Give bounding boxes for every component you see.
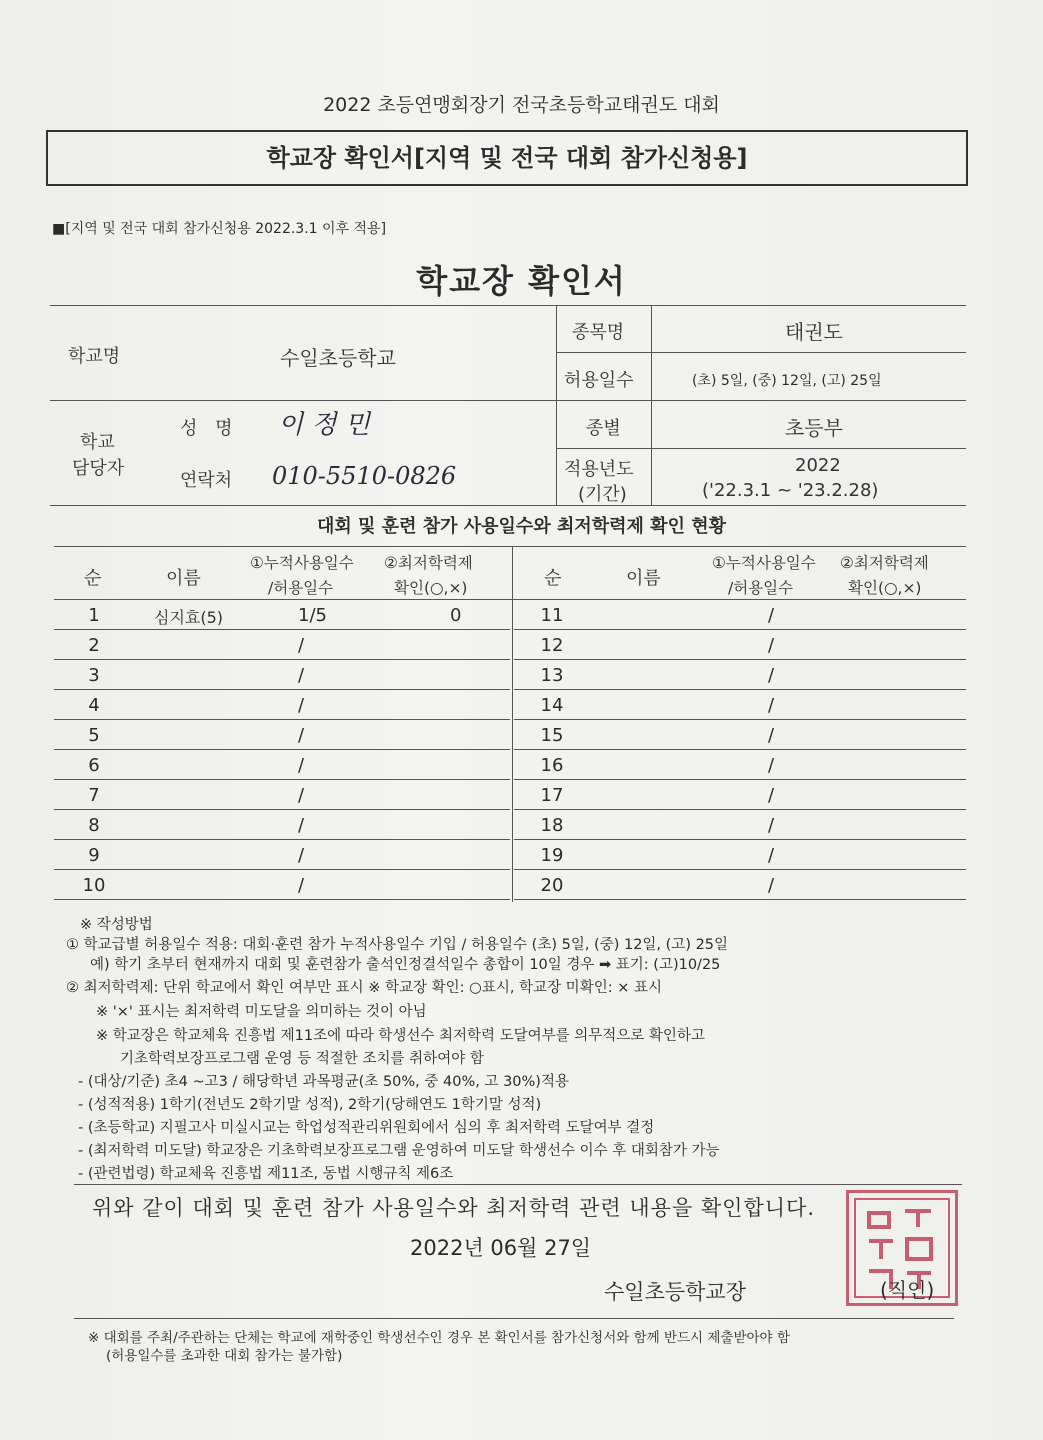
instruction-line: 예) 학기 초부터 현재까지 대회 및 훈련참가 출석인정결석일수 총합이 10일 경우 ➡ 표기: (고)10/25 [90, 957, 721, 973]
row-number: 11 [540, 605, 564, 626]
days-used: / [768, 635, 775, 656]
status-table-header-line [54, 599, 966, 600]
row-number: 9 [88, 845, 100, 866]
instruction-line: ※ '×' 표시는 최저학력 미도달을 의미하는 것이 아님 [96, 1004, 427, 1020]
sport-value: 태권도 [785, 320, 843, 344]
days-used: / [298, 815, 305, 836]
days-used: / [768, 665, 775, 686]
left-col-check-header-1: ②최저학력제 [384, 554, 473, 572]
row-number: 12 [540, 635, 564, 656]
principal-name: 수일초등학교장 [604, 1280, 747, 1304]
student-name: 심지효(5) [154, 608, 224, 627]
row-number: 5 [88, 725, 100, 746]
row-number: 8 [88, 815, 100, 836]
instruction-line: ① 학교급별 허용일수 적용: 대회·훈련 참가 누적사용일수 기입 / 허용일수 (초) 5일, (중) 12일, (고) 25일 [66, 937, 729, 953]
left-col-name-header: 이름 [166, 568, 201, 589]
days-used: / [298, 875, 305, 896]
info-table-divider [556, 305, 557, 505]
info-table-bottom-line [50, 505, 966, 506]
info-table-divider [651, 305, 652, 505]
info-table-line [50, 400, 966, 401]
days-used: / [298, 845, 305, 866]
instruction-line: - (대상/기준) 초4 ~고3 / 해당학년 과목평균(초 50%, 중 40%, 고 30%)적용 [78, 1074, 569, 1090]
division-value: 초등부 [785, 416, 843, 440]
division-label: 종별 [586, 418, 621, 439]
instruction-line: ② 최저학력제: 단위 학교에서 확인 여부만 표시 ※ 학교장 확인: ○표시, 학교장 미확인: × 표시 [66, 980, 662, 996]
instruction-line: - (최저학력 미도달) 학교장은 기초학력보장프로그램 운영하여 미도달 학생선수 이수 후 대회참가 가능 [78, 1143, 720, 1159]
right-col-name-header: 이름 [626, 568, 661, 589]
right-col-no-header: 순 [544, 568, 562, 589]
instructions-heading: ※ 작성방법 [80, 917, 153, 933]
table-row-line [54, 869, 510, 870]
form-title-box: 학교장 확인서[지역 및 전국 대회 참가신청용] [46, 130, 968, 186]
page-title: 학교장 확인서 [416, 262, 627, 300]
table-row-line [514, 629, 966, 630]
right-col-check-header-2: 확인(○,×) [848, 579, 922, 597]
row-number: 6 [88, 755, 100, 776]
table-row-line [514, 659, 966, 660]
row-number: 7 [88, 785, 100, 806]
row-number: 14 [540, 695, 564, 716]
days-used: / [298, 755, 305, 776]
row-number: 18 [540, 815, 564, 836]
contact-value: 010-5510-0826 [272, 462, 457, 490]
row-number: 17 [540, 785, 564, 806]
name-label: 성 명 [180, 418, 239, 439]
table-row-line [514, 899, 966, 900]
table-row-line [54, 689, 510, 690]
year-value-2: ('22.3.1 ~ '23.2.28) [702, 480, 879, 501]
status-section-title: 대회 및 훈련 참가 사용일수와 최저학력제 확인 현황 [316, 516, 726, 537]
info-table-line [556, 448, 966, 449]
days-used: 1/5 [298, 605, 327, 626]
info-table-top-line [50, 305, 966, 306]
days-used: / [298, 785, 305, 806]
sport-label: 종목명 [572, 322, 625, 343]
contact-label: 연락처 [180, 470, 233, 491]
footer-note-1: ※ 대회를 주최/주관하는 단체는 학교에 재학중인 학생선수인 경우 본 확인서를 참가신청서와 함께 반드시 제출받아야 함 [88, 1330, 790, 1346]
year-label-2: (기간) [578, 484, 627, 505]
manager-label-2: 담당자 [72, 458, 125, 479]
left-col-days-header-2: /허용일수 [268, 579, 334, 597]
instruction-line: 기초학력보장프로그램 운영 등 적절한 조치를 취하여야 함 [120, 1051, 484, 1067]
table-row-line [514, 869, 966, 870]
table-row-line [514, 749, 966, 750]
left-col-days-header-1: ①누적사용일수 [250, 554, 354, 572]
table-row-line [54, 719, 510, 720]
instruction-line: - (초등학교) 지필고사 미실시교는 학업성적관리위원회에서 심의 후 최저학력 도달여부 결정 [78, 1120, 655, 1136]
days-used: / [768, 845, 775, 866]
days-used: / [298, 695, 305, 716]
row-number: 13 [540, 665, 564, 686]
days-used: / [768, 815, 775, 836]
days-used: / [298, 725, 305, 746]
instruction-line: ※ 학교장은 학교체육 진흥법 제11조에 따라 학생선수 최저학력 도달여부를 의무적으로 확인하고 [96, 1028, 705, 1044]
table-row-line [54, 839, 510, 840]
row-number: 2 [88, 635, 100, 656]
applicability-note: ■[지역 및 전국 대회 참가신청용 2022.3.1 이후 적용] [52, 221, 387, 237]
days-used: / [768, 695, 775, 716]
row-number: 1 [88, 605, 100, 626]
instruction-line: - (성적적용) 1학기(전년도 2학기말 성적), 2학기(당해연도 1학기말 성적) [78, 1097, 542, 1113]
left-col-check-header-2: 확인(○,×) [394, 579, 468, 597]
table-row-line [514, 689, 966, 690]
left-col-no-header: 순 [84, 568, 102, 589]
status-table-top-line [54, 546, 966, 547]
table-row-line [54, 779, 510, 780]
days-used: / [768, 755, 775, 776]
year-label-1: 적용년도 [564, 459, 634, 480]
days-used: / [768, 875, 775, 896]
row-number: 16 [540, 755, 564, 776]
row-number: 10 [82, 875, 106, 896]
row-number: 3 [88, 665, 100, 686]
footer-note-2: (허용일수를 초과한 대회 참가는 불가함) [106, 1348, 343, 1364]
row-number: 20 [540, 875, 564, 896]
year-value-1: 2022 [795, 455, 841, 476]
academic-check: 0 [450, 605, 462, 626]
event-title: 2022 초등연맹회장기 전국초등학교태권도 대회 [323, 94, 720, 116]
school-value: 수일초등학교 [280, 346, 396, 370]
row-number: 15 [540, 725, 564, 746]
table-row-line [514, 809, 966, 810]
confirmation-statement: 위와 같이 대회 및 훈련 참가 사용일수와 최저학력 관련 내용을 확인합니다. [92, 1196, 816, 1220]
days-label: 허용일수 [564, 370, 634, 391]
seal-label: (직인) [880, 1278, 935, 1302]
row-number: 4 [88, 695, 100, 716]
manager-label-1: 학교 [80, 432, 115, 453]
days-used: / [768, 785, 775, 806]
table-row-line [514, 719, 966, 720]
days-used: / [768, 605, 775, 626]
table-row-line [54, 899, 510, 900]
instructions-divider [74, 1184, 962, 1185]
days-used: / [298, 665, 305, 686]
instruction-line: - (관련법령) 학교체육 진흥법 제11조, 동법 시행규칙 제6조 [78, 1166, 454, 1182]
right-col-check-header-1: ②최저학력제 [840, 554, 929, 572]
footer-divider [74, 1318, 954, 1319]
table-row-line [54, 809, 510, 810]
days-used: / [298, 635, 305, 656]
days-used: / [768, 725, 775, 746]
name-value: 이 정 민 [278, 410, 370, 440]
school-label: 학교명 [68, 346, 121, 367]
table-row-line [54, 629, 510, 630]
table-row-line [514, 839, 966, 840]
right-col-days-header-1: ①누적사용일수 [712, 554, 816, 572]
table-row-line [514, 779, 966, 780]
table-row-line [54, 659, 510, 660]
table-row-line [54, 749, 510, 750]
days-value: (초) 5일, (중) 12일, (고) 25일 [692, 373, 882, 389]
row-number: 19 [540, 845, 564, 866]
right-col-days-header-2: /허용일수 [728, 579, 794, 597]
info-table-line [556, 352, 966, 353]
confirmation-date: 2022년 06월 27일 [410, 1236, 592, 1260]
